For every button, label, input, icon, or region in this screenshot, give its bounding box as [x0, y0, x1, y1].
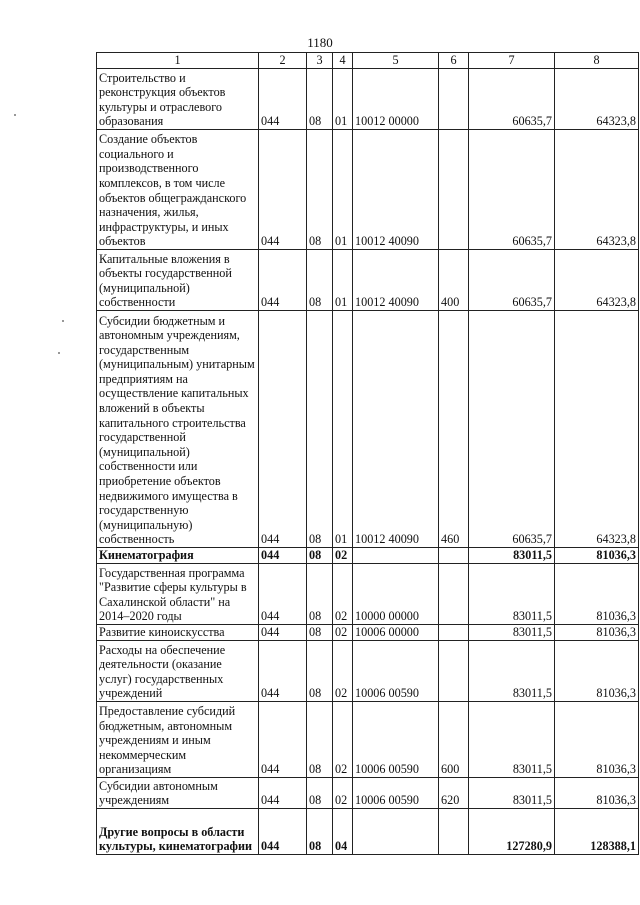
- scan-speck: [62, 320, 64, 322]
- cell-expense-type: 600: [439, 702, 469, 778]
- row-name: Государственная программа "Развитие сферы культуры в Сахалинской области" на 2014–2020 годы: [97, 564, 259, 625]
- table-row: [97, 548, 639, 564]
- cell-amount-1: 83011,5: [469, 625, 555, 641]
- cell-target-article: 10006 00000: [353, 625, 439, 641]
- cell-section: 08: [307, 778, 333, 809]
- row-name: Строительство и реконструкция объектов культуры и отраслевого образования: [97, 69, 259, 130]
- cell-admin-code: 044: [259, 625, 307, 641]
- cell-amount-2: 81036,3: [555, 702, 639, 778]
- cell-section: 08: [307, 548, 333, 564]
- row-name: Расходы на обеспечение деятельности (оказание услуг) государственных учреждений: [97, 641, 259, 702]
- cell-amount-1: 60635,7: [469, 250, 555, 311]
- table-row: [97, 250, 639, 311]
- cell-admin-code: 044: [259, 809, 307, 855]
- cell-expense-type: 460: [439, 311, 469, 548]
- cell-target-article: 10012 40090: [353, 130, 439, 250]
- row-name: Предоставление субсидий бюджетным, автономным учреждениям и иным некоммерческим организациям: [97, 702, 259, 778]
- cell-target-article: 10006 00590: [353, 778, 439, 809]
- cell-amount-1: 83011,5: [469, 702, 555, 778]
- cell-amount-2: 64323,8: [555, 69, 639, 130]
- cell-amount-2: 81036,3: [555, 641, 639, 702]
- cell-expense-type: [439, 130, 469, 250]
- cell-amount-2: 64323,8: [555, 130, 639, 250]
- cell-amount-2: 81036,3: [555, 564, 639, 625]
- col-header: 7: [469, 53, 555, 69]
- cell-admin-code: 044: [259, 641, 307, 702]
- cell-admin-code: 044: [259, 702, 307, 778]
- cell-expense-type: [439, 548, 469, 564]
- col-header: 4: [333, 53, 353, 69]
- cell-target-article: 10006 00590: [353, 702, 439, 778]
- table-row: [97, 69, 639, 130]
- cell-expense-type: 620: [439, 778, 469, 809]
- cell-amount-1: 127280,9: [469, 809, 555, 855]
- cell-expense-type: [439, 564, 469, 625]
- col-header: 2: [259, 53, 307, 69]
- cell-target-article: 10000 00000: [353, 564, 439, 625]
- cell-target-article: 10012 00000: [353, 69, 439, 130]
- cell-admin-code: 044: [259, 69, 307, 130]
- cell-target-article: [353, 809, 439, 855]
- cell-section: 08: [307, 564, 333, 625]
- cell-subsection: 02: [333, 548, 353, 564]
- cell-subsection: 01: [333, 69, 353, 130]
- cell-admin-code: 044: [259, 564, 307, 625]
- cell-admin-code: 044: [259, 548, 307, 564]
- cell-amount-2: 81036,3: [555, 778, 639, 809]
- row-name: Создание объектов социального и производственного комплексов, в том числе объектов общегражданского назначения, жилья, инфраструктуры, и иных объектов: [97, 130, 259, 250]
- cell-expense-type: [439, 69, 469, 130]
- table-row: [97, 130, 639, 250]
- col-header: 5: [353, 53, 439, 69]
- table-row: [97, 809, 639, 855]
- col-header: 6: [439, 53, 469, 69]
- header-row: [97, 53, 639, 69]
- cell-amount-1: 60635,7: [469, 130, 555, 250]
- cell-amount-1: 60635,7: [469, 69, 555, 130]
- table-row: [97, 564, 639, 625]
- cell-subsection: 02: [333, 778, 353, 809]
- cell-amount-2: 64323,8: [555, 250, 639, 311]
- table-row: [97, 702, 639, 778]
- cell-subsection: 02: [333, 625, 353, 641]
- row-name: Капитальные вложения в объекты государственной (муниципальной) собственности: [97, 250, 259, 311]
- cell-section: 08: [307, 250, 333, 311]
- cell-expense-type: [439, 809, 469, 855]
- cell-amount-1: 83011,5: [469, 564, 555, 625]
- col-header: 1: [97, 53, 259, 69]
- table-row: [97, 311, 639, 548]
- cell-target-article: 10006 00590: [353, 641, 439, 702]
- cell-amount-2: 128388,1: [555, 809, 639, 855]
- budget-table: [96, 52, 639, 855]
- row-name: Субсидии бюджетным и автономным учреждениям, государственным (муниципальным) унитарным предприятиям на осуществление капитальных вложений в объекты капитального строительства государственной (муниципальной) собственности или приобретение объектов недвижимого имущества в государственную (муниципальную) собственность: [97, 311, 259, 548]
- cell-subsection: 04: [333, 809, 353, 855]
- cell-expense-type: [439, 625, 469, 641]
- cell-subsection: 02: [333, 641, 353, 702]
- cell-section: 08: [307, 130, 333, 250]
- cell-target-article: [353, 548, 439, 564]
- cell-section: 08: [307, 625, 333, 641]
- page-number: 1180: [307, 35, 333, 50]
- row-name: Кинематография: [97, 548, 259, 564]
- cell-section: 08: [307, 702, 333, 778]
- cell-amount-2: 64323,8: [555, 311, 639, 548]
- cell-target-article: 10012 40090: [353, 311, 439, 548]
- cell-amount-1: 60635,7: [469, 311, 555, 548]
- cell-subsection: 01: [333, 130, 353, 250]
- col-header: 8: [555, 53, 639, 69]
- cell-amount-1: 83011,5: [469, 641, 555, 702]
- cell-subsection: 01: [333, 311, 353, 548]
- table-row: [97, 778, 639, 809]
- cell-amount-1: 83011,5: [469, 778, 555, 809]
- scan-speck: [58, 352, 60, 354]
- cell-amount-2: 81036,3: [555, 625, 639, 641]
- cell-amount-1: 83011,5: [469, 548, 555, 564]
- cell-section: 08: [307, 809, 333, 855]
- table-row: [97, 625, 639, 641]
- row-name: Другие вопросы в области культуры, кинематографии: [97, 809, 259, 855]
- cell-section: 08: [307, 69, 333, 130]
- cell-subsection: 02: [333, 564, 353, 625]
- scan-speck: [14, 114, 16, 116]
- cell-subsection: 01: [333, 250, 353, 311]
- cell-admin-code: 044: [259, 130, 307, 250]
- cell-section: 08: [307, 311, 333, 548]
- cell-admin-code: 044: [259, 311, 307, 548]
- row-name: Развитие киноискусства: [97, 625, 259, 641]
- cell-amount-2: 81036,3: [555, 548, 639, 564]
- col-header: 3: [307, 53, 333, 69]
- cell-subsection: 02: [333, 702, 353, 778]
- cell-expense-type: [439, 641, 469, 702]
- row-name: Субсидии автономным учреждениям: [97, 778, 259, 809]
- cell-target-article: 10012 40090: [353, 250, 439, 311]
- cell-section: 08: [307, 641, 333, 702]
- cell-admin-code: 044: [259, 250, 307, 311]
- cell-expense-type: 400: [439, 250, 469, 311]
- table-row: [97, 641, 639, 702]
- cell-admin-code: 044: [259, 778, 307, 809]
